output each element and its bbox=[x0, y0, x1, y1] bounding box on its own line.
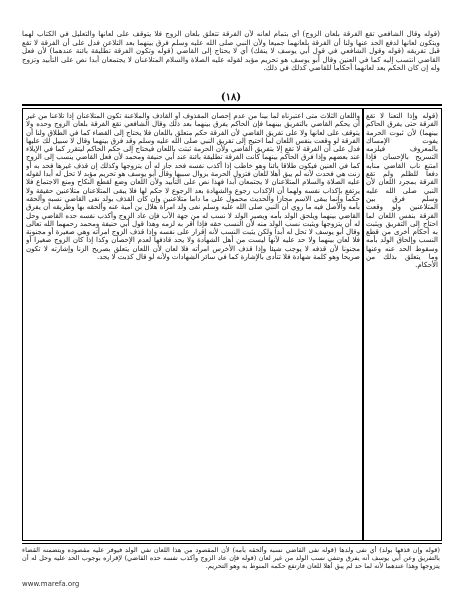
top-divider-rule bbox=[22, 104, 442, 106]
watermark-url: www.marefa.org bbox=[22, 580, 80, 588]
side-matn-column: (قوله وإذا التعنا لا تقع الفرقة حتى يفرق الحاكم بينهما) لأن ثبوت الحرمة يفوت الإمساك بالمعروف فيلزمه التسريح بالإحسان فإذا امتنع ناب القاضي منابه دفعا للظلم ولم تقع الفرقة بمجرد اللعان لأن النبي صلى الله عليه وسلم فرق بين المتلاعنين ولو وقعت الفرقة بنفس اللعان لما احتاج إلى التفريق ويثبت به أحكام أخرى من قطع النسب وإلحاق الولد بأمه وسقوط الحد عنه وعنها وما يتعلق بذلك من الأحكام. bbox=[366, 112, 438, 270]
main-commentary-column: واللعان الثلاث متى اعتبرناه لما بينا من عدم إحصان المقذوف أو القاذف والملاعنة تكون المتلاعنان إذا تلاعنا من غير أن يحكم القاضي بالتفريق بينهما فإن الحاكم يفرق بينهما بعد ذلك وقال الشافعي تقع الفرقة بلعان الزوج وحده ولا يتوقف على لعانها ولا على تفريق القاضي لأن الفرقة حكم متعلق باللعان فلا يحتاج إلى القضاء كما في الطلاق ولنا أن الفرقة لو وقعت بنفس اللعان لما احتيج إلى تفريق النبي صلى الله عليه وسلم وقد فرق بينهما وقال لا سبيل لك عليها فدل على أن الفرقة لا تقع إلا بتفريق القاضي ولأن الحرمة ثبتت باللعان فيحتاج إلى حكم الحاكم ليتقرر كما في الإيلاء عند بعضهم وإذا فرق الحاكم بينهما كانت الفرقة تطليقة بائنة عند أبي حنيفة ومحمد لأن فعل القاضي ينسب إلى الزوج كما في العنين فيكون طلاقا بائنا وهو خاطب إذا أكذب نفسه فحد جاز له أن يتزوجها وكذلك إن قذف غيرها فحد به أو زنت هي فحدت لأنه لم يبق أهلا للعان فتزول الحرمة بزوال سببها وقال أبو يوسف هو تحريم مؤبد لا تحل له أبدا لقوله عليه الصلاة والسلام المتلاعنان لا يجتمعان أبدا فهذا نص على التأبيد ولأن اللعان وضع لقطع النكاح ومنع الاجتماع فلا يرتفع بإكذاب نفسه ولهما أن الإكذاب رجوع والشهادة بعد الرجوع لا حكم لها فلا يبقى المتلاعنان متلاعنين حقيقة ولا حكما وإنما يبقى الاسم مجازا والحديث محمول على ما داما متلاعنين وإن كان القذف بولد نفى القاضي نسبه وألحقه بأمه والأصل فيه ما روي أن النبي صلى الله عليه وسلم نفى ولد امرأة هلال بن أمية عنه وألحقه بها وطريقه أن يفرق القاضي بينهما ويلحق الولد بأمه ويصير الولد لا نسب له من جهة الأب فإن عاد الزوج وأكذب نفسه حده القاضي وحل له أن يتزوجها ويثبت نسب الولد منه لأن النسب حقه فإذا أقر به لزمه وهذا قول أبي حنيفة ومحمد رحمهما الله تعالى وقال أبو يوسف لا تحل له أبدا ولكن يثبت النسب لأنه إقرار على نفسه وإذا قذف الزوج امرأته وهي صغيرة أو مجنونة فلا لعان بينهما ولا حد عليه لأنها ليست من أهل الشهادة ولا يحد قاذفها لعدم الإحصان وكذا إذا كان الزوج صغيرا أو مجنونا لأن قذفه لا يوجب شيئا وإذا قذف الأخرس امرأته فلا لعان لأن اللعان يتعلق بصريح الزنا وإشارته لا تكون صريحا وهو كلمة شهادة فلا تتأدى بالإشارة كما في سائر الشهادات ولأنه لو قال كذبت لا يحد. bbox=[26, 112, 360, 262]
bottom-divider-rule bbox=[22, 543, 442, 544]
page-number: (١٨) bbox=[220, 92, 242, 103]
top-commentary-block: (قوله وقال الشافعي تقع الفرقة بلعان الزوج) أي بتمام لعانه لأن الفرقة تتعلق بلعان الزوج فلا يتوقف على لعانها والتعليل في الكتاب لهما ويتكون لعانها لدفع الحد عنها ولنا أن الفرقة بلعانهما جميعا ولأن النبي صلى الله عليه وسلم فرق بينهما بعد التلاعن فدل على أن الفرقة لا تقع قبل تفريقه (قوله وقول الشافعي في قول أبي يوسف لا ينفك) أي لا يحتاج إلى القاضي (قوله وتكون الفرقة تطليقة بائنة عندهما) لأن فعل القاضي انتسب إليه كما في العنين وقال أبو يوسف هو تحريم مؤبد لقوله عليه الصلاة والسلام المتلاعنان لا يجتمعان أبدا نص على التأبيد وتزوج وله إن كان الحكم بعد لعانهما أحكاما للقاضي كذلك في ذلك. bbox=[22, 30, 440, 73]
column-separator-rule bbox=[362, 108, 364, 541]
footnotes-block: (قوله وإن قذفها بولد) أي نفى ولدها (قوله نفى القاضي نسبه وألحقه بأمه) لأن المقصود من هذا اللعان نفي الولد فيوفر عليه مقصوده ويتضمنه القضاء بالتفريق وعن أبي يوسف أنه يفرق وتنفي نسب الولد من غير لعان (قوله فإن عاد الزوج وأكذب نفسه حده القاضي) لإقراره بوجوب الحد عليه وحل له أن يتزوجها وهذا عندهما لأنه لما حد لم يبق أهلا للعان فارتفع حكمه المنوط به وهو التحريم. bbox=[22, 546, 440, 570]
